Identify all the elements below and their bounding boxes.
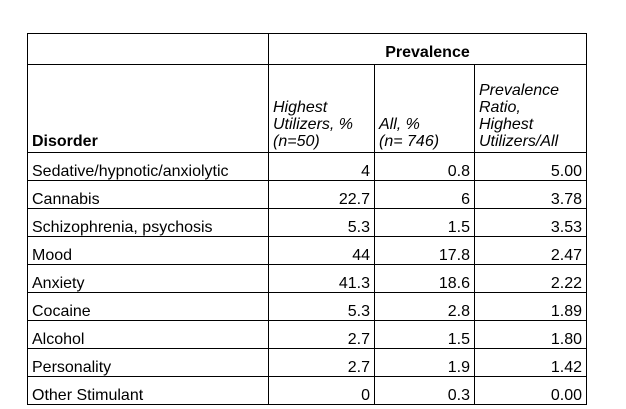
all-cell: 17.8 xyxy=(375,237,475,265)
all-cell: 1.5 xyxy=(375,209,475,237)
all-header-line: (n= 746) xyxy=(379,133,440,150)
highest-utilizers-cell: 2.7 xyxy=(269,349,375,377)
all-cell: 18.6 xyxy=(375,265,475,293)
empty-corner-cell xyxy=(28,34,269,65)
ratio-cell: 1.80 xyxy=(475,321,587,349)
ratio-header-line: Prevalence xyxy=(479,82,560,99)
table-row xyxy=(28,209,587,237)
all-cell: 2.8 xyxy=(375,293,475,321)
disorder-cell: Schizophrenia, psychosis xyxy=(28,209,269,237)
all-cell: 1.5 xyxy=(375,321,475,349)
highest-utilizers-cell: 22.7 xyxy=(269,181,375,209)
disorder-cell: Alcohol xyxy=(28,321,269,349)
ratio-cell: 0.00 xyxy=(475,377,587,405)
highest-utilizers-cell: 44 xyxy=(269,237,375,265)
table-row xyxy=(28,265,587,293)
table-row xyxy=(28,153,587,181)
table-row xyxy=(28,181,587,209)
ratio-cell: 5.00 xyxy=(475,153,587,181)
all-column-header xyxy=(375,65,475,153)
all-cell: 0.3 xyxy=(375,377,475,405)
disorder-cell: Cannabis xyxy=(28,181,269,209)
highest-utilizers-cell: 4 xyxy=(269,153,375,181)
ratio-cell: 2.22 xyxy=(475,265,587,293)
highest-utilizers-cell: 2.7 xyxy=(269,321,375,349)
highest-header-line: Utilizers, % xyxy=(273,116,354,133)
group-header-row xyxy=(28,34,587,65)
ratio-header-line: Ratio, xyxy=(479,99,521,116)
table-row xyxy=(28,377,587,405)
highest-utilizers-column-header xyxy=(269,65,375,153)
disorder-cell: Anxiety xyxy=(28,265,269,293)
highest-utilizers-cell: 5.3 xyxy=(269,209,375,237)
ratio-cell: 3.53 xyxy=(475,209,587,237)
disorder-cell: Cocaine xyxy=(28,293,269,321)
all-cell: 6 xyxy=(375,181,475,209)
prevalence-ratio-column-header xyxy=(475,65,587,153)
ratio-cell: 1.42 xyxy=(475,349,587,377)
highest-header-line: (n=50) xyxy=(273,133,320,150)
column-header-row xyxy=(28,65,587,153)
table-row xyxy=(28,293,587,321)
disorder-cell: Mood xyxy=(28,237,269,265)
highest-utilizers-cell: 41.3 xyxy=(269,265,375,293)
disorder-cell: Sedative/hypnotic/anxiolytic xyxy=(28,153,269,181)
disorder-cell: Other Stimulant xyxy=(28,377,269,405)
highest-utilizers-cell: 5.3 xyxy=(269,293,375,321)
disorder-column-header: Disorder xyxy=(28,65,269,153)
ratio-header-line: Utilizers/All xyxy=(479,133,559,150)
table-row xyxy=(28,349,587,377)
all-cell: 1.9 xyxy=(375,349,475,377)
highest-header-line: Highest xyxy=(273,99,328,116)
disorder-cell: Personality xyxy=(28,349,269,377)
prevalence-table xyxy=(27,33,587,405)
all-cell: 0.8 xyxy=(375,153,475,181)
prevalence-group-header: Prevalence xyxy=(269,34,587,65)
ratio-header-line: Highest xyxy=(479,116,534,133)
table-row xyxy=(28,321,587,349)
ratio-cell: 3.78 xyxy=(475,181,587,209)
highest-utilizers-cell: 0 xyxy=(269,377,375,405)
table-row xyxy=(28,237,587,265)
all-header-line: All, % xyxy=(379,116,420,133)
ratio-cell: 2.47 xyxy=(475,237,587,265)
ratio-cell: 1.89 xyxy=(475,293,587,321)
